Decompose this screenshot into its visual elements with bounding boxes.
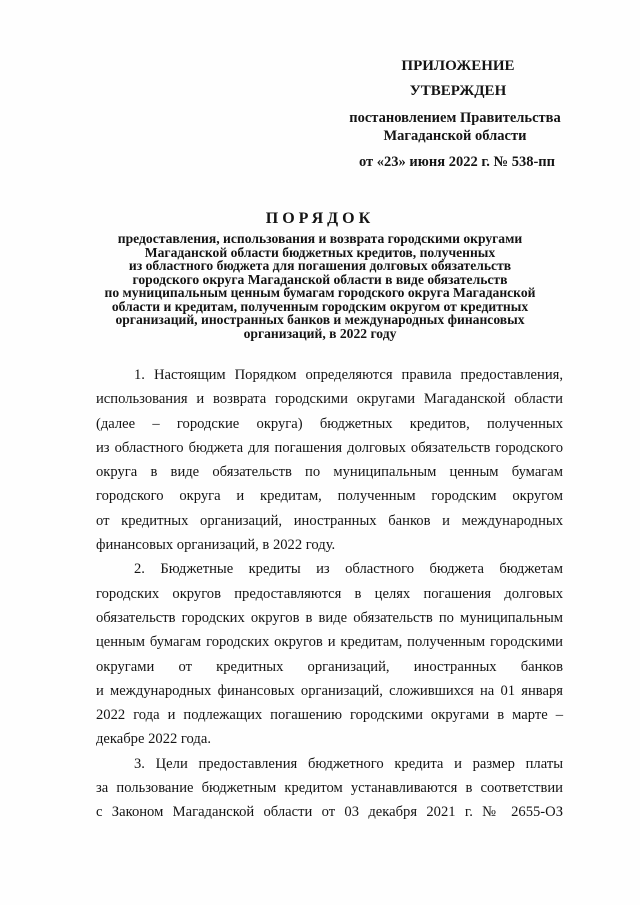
paragraph-1-line: из областного бюджета для погашения долговых обязательств городского	[96, 439, 563, 456]
subtitle-line: городского округа Магаданской области в виде обязательств	[132, 271, 508, 287]
approval-stamp-block	[330, 58, 580, 171]
paragraph-2-line: городских округов предоставляются в целях погашения долговых	[96, 585, 563, 602]
subtitle-line: по муниципальным ценным бумагам городского округа Магаданской	[104, 285, 536, 300]
paragraph-1-line: округа в виде обязательств по муниципальным ценным бумагам	[96, 464, 563, 481]
paragraph-3-line: с Законом Магаданской области от 03 декабря 2021 г. № 2655-ОЗ	[96, 804, 563, 821]
paragraph-1-line: от кредитных организаций, иностранных банков и международных	[96, 512, 563, 529]
subtitle-line: организаций, в 2022 году	[243, 325, 397, 341]
approved-heading: УТВЕРЖДЕН	[409, 83, 507, 99]
subtitle-line: предоставления, использования и возврата городскими округами	[117, 231, 523, 246]
paragraph-2-line: округами от кредитных организаций, иностранных банков	[96, 658, 563, 675]
document-title: ПОРЯДОК	[265, 210, 375, 227]
paragraph-3-line: 3. Цели предоставления бюджетного кредита и размер платы	[134, 755, 563, 772]
paragraph-1-line: городского округа и кредитам, полученным городским округом	[96, 488, 563, 505]
paragraph-2-line: и международных финансовых организаций, сложившихся на 01 января	[96, 682, 563, 699]
decree-line-2: Магаданской области	[383, 128, 527, 144]
decree-date: от «23» июня 2022 г. № 538-пп	[359, 154, 555, 170]
subtitle-line: организаций, иностранных банков и международных финансовых	[115, 312, 525, 327]
paragraph-2-line: ценным бумагам городских округов и кредитам, полученным городскими	[96, 634, 563, 651]
decree-line-1: постановлением Правительства	[349, 110, 561, 126]
paragraph-2-line: 2022 года и подлежащих погашению городскими округами в марте –	[96, 707, 563, 724]
paragraph-3-line: за пользование бюджетным кредитом устанавливаются в соответствии	[96, 780, 563, 797]
paragraph-2-line: 2. Бюджетные кредиты из областного бюджета бюджетам	[134, 561, 563, 578]
paragraph-2-line: декабре 2022 года.	[96, 731, 211, 748]
document-title-block	[60, 210, 580, 340]
subtitle-line: области и кредитам, полученным городским округом от кредитных	[111, 298, 529, 314]
paragraph-2-line: обязательств городских округов в виде обязательств по муниципальным	[96, 609, 563, 626]
subtitle-line: из областного бюджета для погашения долговых обязательств	[128, 258, 512, 273]
subtitle-line: Магаданской области бюджетных кредитов, полученных	[144, 244, 496, 260]
paragraph-1-line: 1. Настоящим Порядком определяются правила предоставления,	[134, 367, 563, 383]
paragraph-1-line: финансовых организаций, в 2022 году.	[96, 537, 336, 554]
paragraph-1-line: (далее – городские округа) бюджетных кредитов, полученных	[96, 415, 563, 432]
paragraph-1-line: использования и возврата городскими округами Магаданской области	[96, 391, 563, 408]
appendix-heading: ПРИЛОЖЕНИЕ	[401, 58, 515, 74]
document-body	[96, 363, 563, 825]
